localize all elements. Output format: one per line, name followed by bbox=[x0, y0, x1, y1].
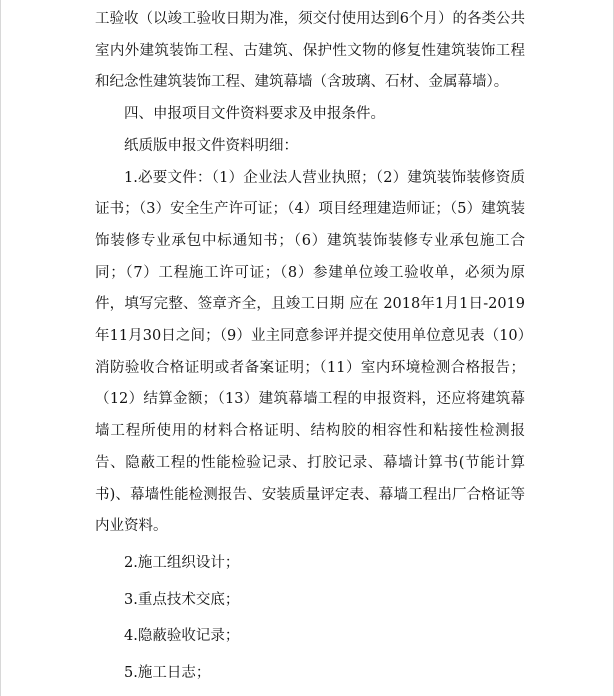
section-heading-four: 四、申报项目文件资料要求及申报条件。 bbox=[124, 106, 385, 123]
paper-materials-heading: 纸质版申报文件资料明细： bbox=[124, 137, 298, 154]
list-item-construction-log: 5.施工日志； bbox=[124, 665, 211, 682]
list-item-technical-briefing: 3.重点技术交底； bbox=[124, 591, 240, 608]
paragraph-scope: 工验收（以竣工验收日期为准，须交付使用达到6个月）的各类公共室内外建筑装饰工程、古建筑、保护性文物的修复性建筑装饰工程和纪念性建筑装饰工程、建筑幕墙（含玻璃、石材、金属幕墙）。 bbox=[95, 11, 525, 91]
list-item-concealed-inspection: 4.隐蔽验收记录； bbox=[124, 628, 240, 645]
document-body bbox=[95, 4, 525, 690]
list-item-construction-design: 2.施工组织设计； bbox=[124, 554, 240, 571]
required-documents-paragraph: 1.必要文件：（1）企业法人营业执照；（2）建筑装饰装修资质证书；（3）安全生产许可证；（4）项目经理建造师证；（5）建筑装饰装修专业承包中标通知书；（6）建筑装饰装修专业承包施工合同；（7）工程施工许可证；（8）参建单位竣工验收单，必须为原件，填写完整、签章齐全，且竣工日期 应在 2018年1月1日-2019年11月30日之间；（9）业主同意参评并提交使用单位意见表（10）消防验收合格证明或者备案证明；（11）室内环境检测合格报告；（12）结算金额；（13）建筑幕墙工程的申报资料，还应将建筑幕墙工程所使用的材料合格证明、结构胶的相容性和粘接性检测报告、隐蔽工程的性能检验记录、打胶记录、幕墙计算书(节能计算书)、幕墙性能检测报告、安装质量评定表、幕墙工程出厂合格证等内业资料。 bbox=[95, 169, 525, 535]
